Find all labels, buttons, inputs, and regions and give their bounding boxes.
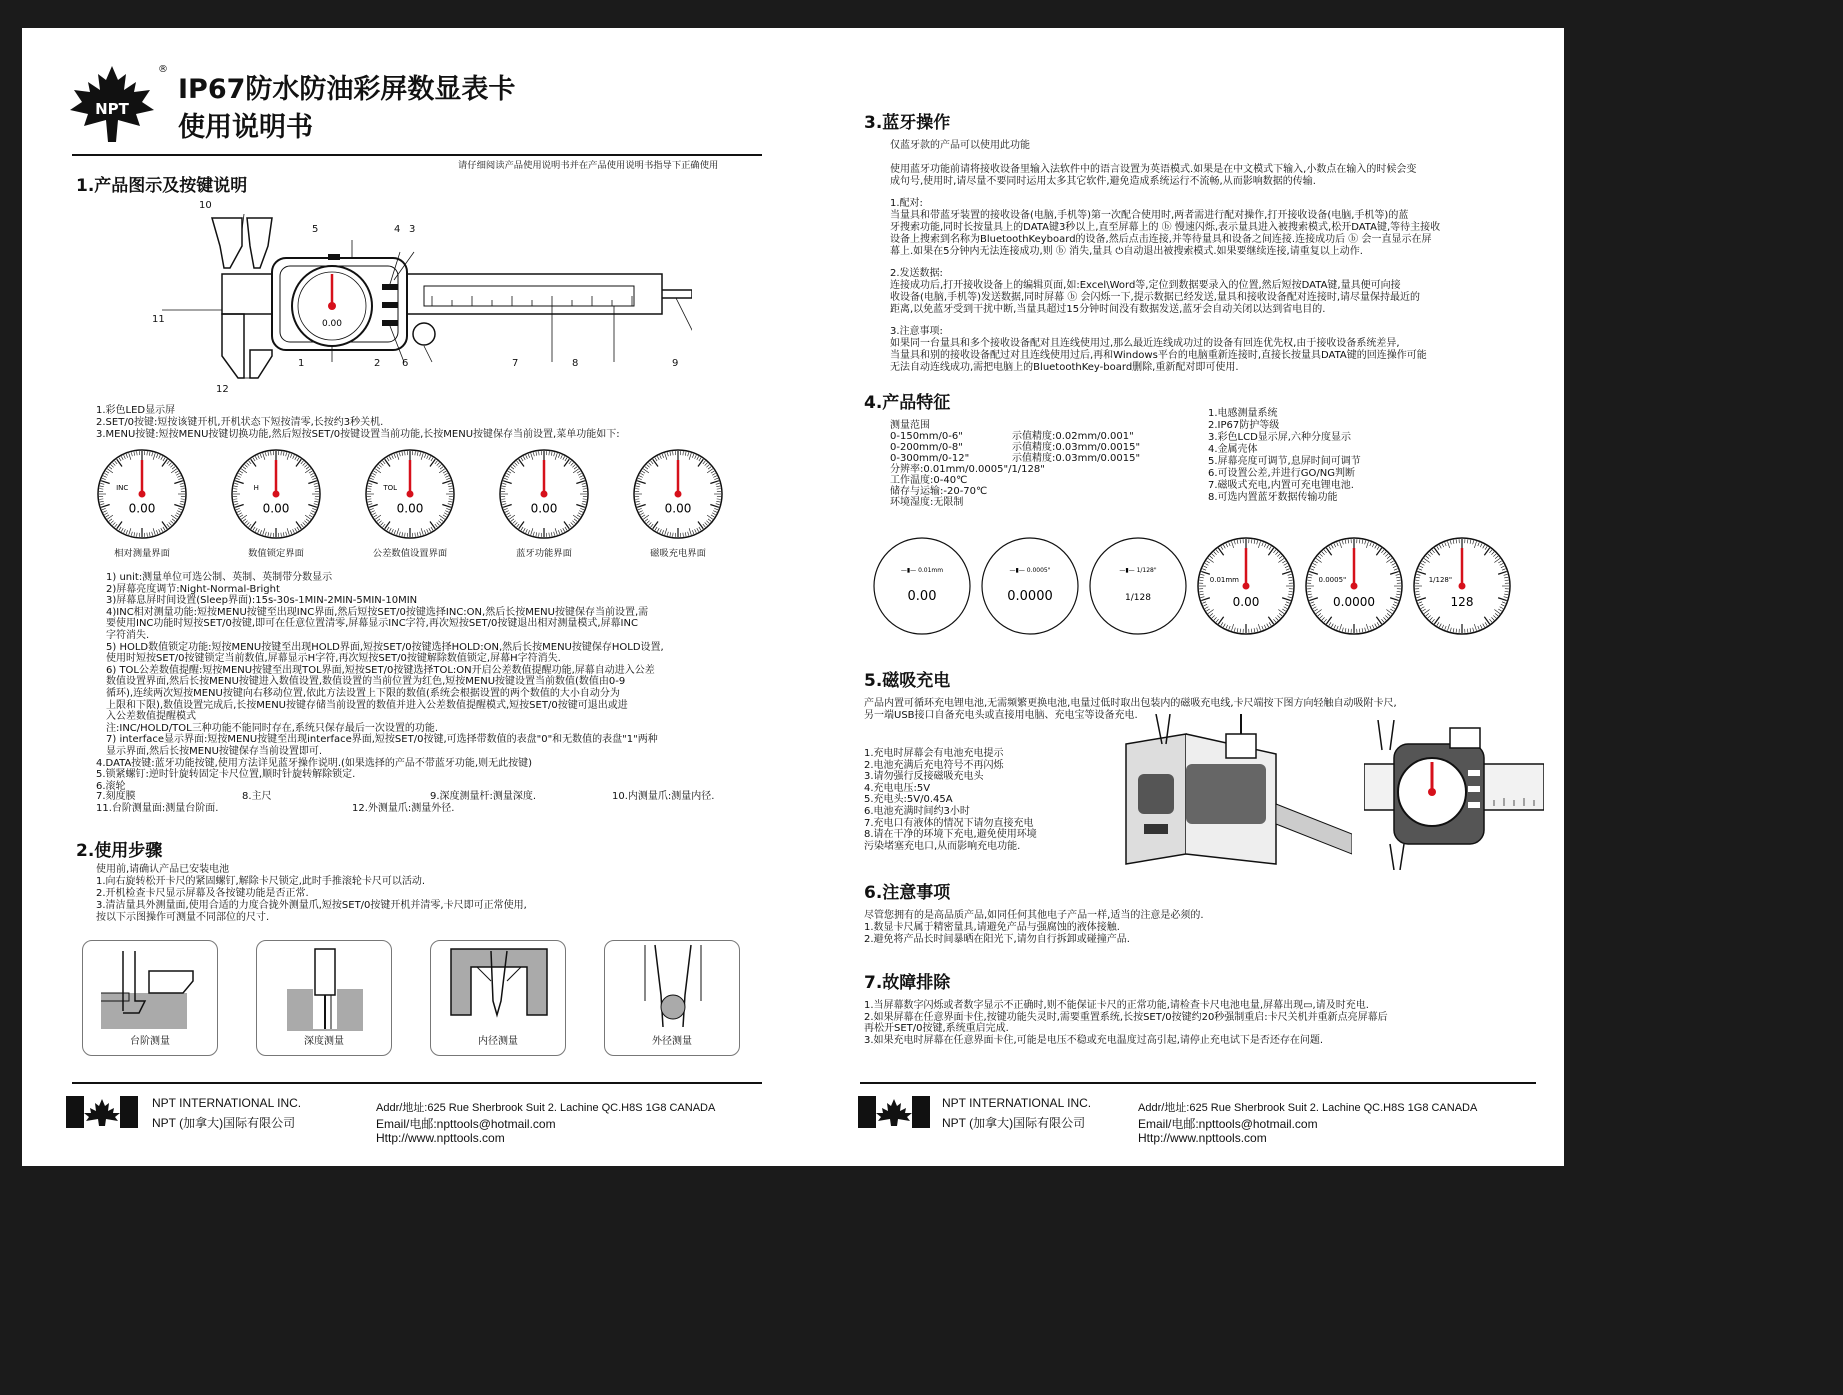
menu-note-6: 5) HOLD数值锁定功能:短按MENU按键至出现HOLD界面,短按SET/0按键选择HOLD:ON,然后长按MENU按键保存HOLD设置, (106, 641, 664, 653)
left-page (72, 28, 812, 1166)
menu-0-label: 相对测量界面 (114, 548, 170, 559)
footer-company-en: NPT INTERNATIONAL INC. (152, 1096, 302, 1110)
callout-12: 12 (216, 384, 229, 395)
footer-addr: Addr/地址:625 Rue Sherbrook Suit 2. Lachine QC.H8S 1G8 CANADA (376, 1102, 716, 1114)
menu-4-value: 0.00 (664, 501, 692, 516)
face-5-tag: 1/128" (1428, 576, 1453, 584)
bt-line-5: 牙搜索功能,同时长按量具上的DATA键3秒以上,直至屏幕上的 ⓑ 慢速闪烁,表示量具进入被搜索模式,松开DATA键,等待主接收 (890, 222, 1441, 233)
usage-step-3: 3.清洁量具外测量面,使用合适的力度合拢外测量爪,短按SET/0按键开机并清零,卡尺即可正常使用, (96, 900, 527, 911)
charge-item-5: 6.电池充满时间约3小时 (864, 806, 970, 817)
menu-note-7: 使用时短按SET/0按键锁定当前数值,屏幕显示H字符,再次短按SET/0按键解除数值锁定,屏幕H字符消失. (106, 653, 561, 665)
doc-subtitle: 使用说明书 (178, 112, 313, 143)
trouble-2: 再松开SET/0按键,系统重启完成. (864, 1023, 1009, 1035)
footer-flag-icon (66, 1096, 138, 1128)
usage-notice: 请仔细阅读产品使用说明书并在产品使用说明书指导下正确使用 (458, 160, 719, 171)
spec-4: 分辨率:0.01mm/0.0005"/1/128" (890, 464, 1045, 475)
menu-note-11: 上限和下限),数值设置完成后,长按MENU按键存储当前设置的数值并进入公差数值提醒模式,短按SET/0按键可退出或进 (106, 699, 628, 711)
footer-rule-left (72, 1082, 762, 1084)
spec-5: 工作温度:0-40℃ (890, 475, 968, 486)
footer-company-cn-right: NPT (加拿大)国际有限公司 (942, 1116, 1086, 1130)
feature-3: 4.金属壳体 (1208, 444, 1258, 455)
bt-line-2: 成句号,使用时,请尽量不要同时运用太多其它软件,避免造成系统运行不流畅,从而影响数据的传输. (890, 176, 1316, 187)
callout-1: 1 (298, 358, 305, 369)
usage-step-0: 使用前,请确认产品已安装电池 (96, 864, 230, 875)
bt-line-11: 距离,以免蓝牙受到干扰中断,当量具超过15分钟时间没有数据发送,蓝牙会自动关闭以达到省电目的. (890, 304, 1326, 315)
footer-web-right[interactable]: Http://www.npttools.com (1138, 1131, 1267, 1145)
face-2-value: 1/128 (1125, 593, 1151, 603)
charge-item-8: 污染堵塞充电口,从而影响充电功能. (864, 840, 1021, 852)
fig-depth-label: 深度测量 (304, 1036, 344, 1047)
part-note-22: 10.内测量爪:测量内径. (612, 791, 715, 802)
charge-item-2: 3.请勿强行反接磁吸充电头 (864, 771, 984, 783)
face-3-dial (1196, 536, 1296, 636)
accuracy-2: 示值精度:0.03mm/0.0015" (1012, 453, 1141, 464)
spec-6: 储存与运输:-20-70℃ (890, 486, 988, 497)
callout-8: 8 (572, 358, 579, 369)
section-6-title: 6.注意事项 (864, 883, 951, 903)
menu-note-8: 6) TOL公差数值提醒:短按MENU按键至出现TOL界面,短按SET/0按键选择TOL:ON开启公差数值提醒功能,屏幕自动进入公差 (106, 664, 655, 676)
footer-company-cn: NPT (加拿大)国际有限公司 (152, 1116, 296, 1130)
feature-1: 2.IP67防护等级 (1208, 420, 1280, 431)
charge-item-4: 5.充电头:5V/0.45A (864, 794, 953, 806)
bt-line-10: 收设备(电脑,手机等)发送数据,同时屏幕 ⓑ 会闪烁一下,提示数据已经发送,量具和接收设备配对连接时,请尽量保持最近的 (890, 292, 1421, 303)
precaution-1: 1.数显卡尺属于精密量具,请避免产品与强腐蚀的液体接触. (864, 922, 1120, 933)
charge-item-0: 1.充电时屏幕会有电池充电提示 (864, 748, 1004, 759)
spec-2: 0-200mm/0-8" (890, 442, 963, 453)
menu-note-13: 注:INC/HOLD/TOL三种功能不能同时存在,系统只保存最后一次设置的功能. (106, 722, 439, 734)
callout-9: 9 (672, 358, 679, 369)
feature-4: 5.屏幕亮度可调节,息屏时间可调节 (1208, 456, 1361, 467)
charge-item-6: 7.充电口有液体的情况下请勿直接充电 (864, 817, 1034, 829)
menu-1-dial (230, 448, 322, 540)
callout-4: 4 (394, 224, 401, 235)
footer-email-right[interactable]: Email/电邮:npttools@hotmail.com (1138, 1117, 1318, 1131)
usage-step-1: 1.向右旋转松开卡尺的紧固螺钉,解除卡尺锁定,此时手推滚轮卡尺可以活动. (96, 876, 426, 887)
header-rule (72, 154, 762, 156)
section-2-title: 2.使用步骤 (76, 841, 163, 861)
charging-illustration-side (1116, 714, 1352, 874)
fig-depth-measure (256, 940, 392, 1056)
bt-line-4: 当量具和带蓝牙装置的接收设备(电脑,手机等)第一次配合使用时,两者需进行配对操作,打开接收设备(电脑,手机等)的蓝 (890, 210, 1409, 221)
face-3-tag: 0.01mm (1209, 576, 1240, 584)
menu-note-12: 入公差数值提醒模式 (106, 711, 196, 723)
footer-web[interactable]: Http://www.npttools.com (376, 1131, 505, 1145)
face-5-value: 128 (1450, 595, 1474, 610)
menu-3-label: 蓝牙功能界面 (516, 548, 572, 559)
part-note-24: 12.外测量爪:测量外径. (352, 803, 455, 814)
menu-1-value: 0.00 (262, 501, 290, 516)
feature-6: 7.磁吸式充电,内置可充电锂电池. (1208, 480, 1354, 491)
menu-note-3: 4)INC相对测量功能:短按MENU按键至出现INC界面,然后短按SET/0按键选择INC:ON,然后长按MENU按键保存当前设置,需 (106, 606, 649, 618)
bt-line-13: 如果同一台量具和多个接收设备配对且连线使用过,那么最近连线成功过的设备有回连优先权,由于接收设备系统差异, (890, 338, 1400, 349)
face-3-value: 0.00 (1232, 595, 1260, 610)
menu-note-17: 5.锁紧螺钉:逆时针旋转固定卡尺位置,顺时针旋转解除锁定. (96, 769, 356, 781)
menu-note-1: 2)屏幕亮度调节:Night-Normal-Bright (106, 583, 280, 595)
bt-line-15: 无法自动连线成功,需把电脑上的BluetoothKey-board删除,重新配对即可使用. (890, 362, 1239, 373)
key-2: 2.SET/0按键:短按该键开机,开机状态下短按清零,长按约3秒关机. (96, 417, 384, 428)
part-note-19: 7.刻度膜 (96, 791, 136, 802)
key-1: 1.彩色LED显示屏 (96, 405, 176, 416)
trouble-0: 1.当屏幕数字闪烁或者数字显示不正确时,则不能保证卡尺的正常功能,请检查卡尺电池电量,屏幕出现▭,请及时充电. (864, 1000, 1369, 1011)
logo-text: NPT (95, 100, 129, 118)
callout-5: 5 (312, 224, 319, 235)
menu-0-dial (96, 448, 188, 540)
face-2 (1088, 536, 1188, 636)
face-4-tag: 0.0005" (1318, 576, 1347, 584)
callout-6: 6 (402, 358, 409, 369)
trouble-1: 2.如果屏幕在任意界面卡住,按键功能失灵时,需要重置系统,长按SET/0按键约20秒强制重启:卡尺关机并重新点亮屏幕后 (864, 1011, 1388, 1023)
bt-line-9: 连接成功后,打开接收设备上的编辑页面,如:Excel\Word等,定位到数据要录入的位置,然后短按DATA键,量具便可向接 (890, 280, 1401, 291)
menu-note-4: 要使用INC功能时短按SET/0按键,即可在任意位置清零,屏幕显示INC字符,再次短按SET/0按键退出相对测量模式,屏幕INC (106, 618, 638, 630)
menu-note-15: 显示界面,然后长按MENU按键保存当前设置即可. (106, 746, 323, 757)
charge-intro-1: 产品内置可循环充电锂电池,无需频繁更换电池,电量过低时取出包装内的磁吸充电线,卡尺端按下图方向轻触自动吸附卡尺, (864, 698, 1397, 709)
bt-line-1: 使用蓝牙功能前请将接收设备里输入法软件中的语言设置为英语模式.如果是在中文模式下输入,小数点在输入的时候会变 (890, 164, 1417, 175)
accuracy-1: 示值精度:0.03mm/0.0015" (1012, 442, 1141, 453)
footer-flag-icon-right (858, 1096, 930, 1128)
bt-line-14: 当量具和别的接收设备配过对且连线使用过后,再和Windows平台的电脑重新连接时,直接长按量具DATA键的回连操作可能 (890, 350, 1427, 361)
menu-note-14: 7) interface显示界面:短按MENU按键至出现interface界面,短按SET/0按键,可选择带数值的表盘"0"和无数值的表盘"1"两种 (106, 734, 658, 746)
spec-7: 环境湿度:无限制 (890, 497, 964, 508)
part-note-21: 9.深度测量杆:测量深度. (430, 791, 537, 802)
trouble-3: 3.如果充电时屏幕在任意界面卡住,可能是电压不稳或充电温度过高引起,请停止充电试下是否还存在问题. (864, 1034, 1324, 1046)
menu-0-tag: INC (116, 484, 129, 492)
doc-title: IP67防水防油彩屏数显表卡 (178, 74, 516, 105)
footer-company-en-right: NPT INTERNATIONAL INC. (942, 1096, 1092, 1110)
bt-line-12: 3.注意事项: (890, 326, 943, 337)
face-1-unit: —▮— 0.0005" (1009, 567, 1051, 574)
callout-10: 10 (199, 200, 212, 211)
bt-line-8: 2.发送数据: (890, 268, 943, 279)
part-note-20: 8.主尺 (242, 791, 272, 802)
face-0-value: 0.00 (907, 589, 937, 604)
face-4-dial (1304, 536, 1404, 636)
feature-0: 1.电感测量系统 (1208, 408, 1278, 419)
section-4-title: 4.产品特征 (864, 393, 951, 413)
spec-3: 0-300mm/0-12" (890, 453, 970, 464)
menu-note-0: 1) unit:测量单位可选公制、英制、英制带分数显示 (106, 572, 333, 583)
menu-4-dial (632, 448, 724, 540)
charge-item-7: 8.请在干净的环境下充电,避免使用环境 (864, 829, 1037, 841)
fig-inner-measure (430, 940, 566, 1056)
menu-1-label: 数值锁定界面 (248, 548, 304, 559)
bt-line-7: 幕上.如果在5分钟内无法连接成功,则 ⓑ 消失,量具 ⏻自动退出被搜索模式.如果要继续连接,请重复以上动作. (890, 246, 1363, 257)
npt-maple-logo (66, 64, 158, 144)
face-0 (872, 536, 972, 636)
charging-illustration-front (1364, 720, 1544, 870)
menu-note-2: 3)屏幕息屏时间设置(Sleep界面):15s-30s-1MIN-2MIN-5MIN-10MIN (106, 595, 418, 607)
footer-email[interactable]: Email/电邮:npttools@hotmail.com (376, 1117, 556, 1131)
fig-outer-label: 外径测量 (652, 1036, 692, 1047)
menu-3-value: 0.00 (530, 501, 558, 516)
spec-1: 0-150mm/0-6" (890, 431, 963, 442)
right-page (864, 28, 1544, 1166)
face-2-unit: —▮— 1/128" (1119, 567, 1157, 574)
charge-intro-2: 另一端USB接口自备充电头或直接用电脑、充电宝等设备充电. (864, 710, 1138, 721)
precaution-0: 尽管您拥有的是高品质产品,如同任何其他电子产品一样,适当的注意是必须的. (864, 910, 1204, 921)
section-1-title: 1.产品图示及按键说明 (76, 176, 248, 196)
face-1 (980, 536, 1080, 636)
menu-note-9: 数值设置界面,然后长按MENU按键进入数值设置,数值设置的当前位置为红色,短按MENU按键设置当前数值(数值由0-9 (106, 676, 626, 688)
menu-0-value: 0.00 (128, 501, 156, 516)
fig-outer-measure (604, 940, 740, 1056)
footer-rule-right (860, 1082, 1536, 1084)
fig-inner-label: 内径测量 (478, 1036, 518, 1047)
menu-4-label: 磁吸充电界面 (650, 548, 706, 559)
menu-2-value: 0.00 (396, 501, 424, 516)
usage-step-2: 2.开机检查卡尺显示屏幕及各按键功能是否正常. (96, 888, 309, 899)
menu-note-18: 6.滚轮 (96, 780, 126, 792)
section-3-title: 3.蓝牙操作 (864, 113, 951, 133)
menu-note-10: 循环),连续两次短按MENU按键向右移动位置,依此方法设置上下限的数值(系统会根据设置的两个数值的大小自动分为 (106, 688, 620, 699)
section-7-title: 7.故障排除 (864, 973, 951, 993)
fig-step-label: 台阶测量 (130, 1036, 170, 1047)
menu-note-5: 字符消失. (106, 630, 150, 641)
menu-1-tag: H (253, 484, 259, 492)
callout-3: 3 (409, 224, 416, 235)
svg-text:0.00: 0.00 (321, 319, 343, 329)
accuracy-0: 示值精度:0.02mm/0.001" (1012, 431, 1134, 442)
callout-7: 7 (512, 358, 519, 369)
bt-line-3: 1.配对: (890, 198, 923, 209)
face-1-value: 0.0000 (1007, 589, 1053, 604)
footer-addr-right: Addr/地址:625 Rue Sherbrook Suit 2. Lachine QC.H8S 1G8 CANADA (1138, 1102, 1478, 1114)
callout-11: 11 (152, 314, 165, 325)
charge-item-3: 4.充电电压:5V (864, 782, 931, 794)
section-5-title: 5.磁吸充电 (864, 671, 951, 691)
manual-sheet (22, 28, 1564, 1166)
menu-2-dial (364, 448, 456, 540)
part-note-23: 11.台阶测量面:测量台阶面. (96, 803, 219, 814)
menu-2-tag: TOL (383, 484, 398, 492)
registered-mark: ® (158, 64, 168, 75)
precaution-2: 2.避免将产品长时间暴晒在阳光下,请勿自行拆卸或碰撞产品. (864, 934, 1130, 945)
menu-3-dial (498, 448, 590, 540)
bt-line-0: 仅蓝牙款的产品可以使用此功能 (890, 140, 1030, 151)
bt-line-6: 设备上搜索到名称为BluetoothKeyboard的设备,然后点击连接,并等待量具和设备之间连接.连接成功后 ⓑ 会一直显示在屏 (890, 234, 1432, 245)
charge-item-1: 2.电池充满后充电符号不再闪烁 (864, 759, 1004, 771)
face-5-dial (1412, 536, 1512, 636)
usage-step-4: 按以下示图操作可测量不同部位的尺寸. (96, 912, 270, 923)
feature-2: 3.彩色LCD显示屏,六种分度显示 (1208, 432, 1351, 443)
face-0-unit: —▮— 0.01mm (900, 567, 944, 574)
callout-2: 2 (374, 358, 381, 369)
face-4-value: 0.0000 (1333, 595, 1375, 610)
feature-5: 6.可设置公差,并进行GO/NG判断 (1208, 468, 1355, 479)
fig-step-measure (82, 940, 218, 1056)
key-3: 3.MENU按键:短按MENU按键切换功能,然后短按SET/0按键设置当前功能,长按MENU按键保存当前设置,菜单功能如下: (96, 429, 620, 440)
menu-2-label: 公差数值设置界面 (372, 548, 448, 559)
spec-0: 测量范围 (890, 420, 930, 431)
feature-7: 8.可选内置蓝牙数据传输功能 (1208, 492, 1338, 503)
menu-note-16: 4.DATA按键:蓝牙功能按键,使用方法详见蓝牙操作说明.(如果选择的产品不带蓝牙功能,则无此按键) (96, 757, 533, 769)
